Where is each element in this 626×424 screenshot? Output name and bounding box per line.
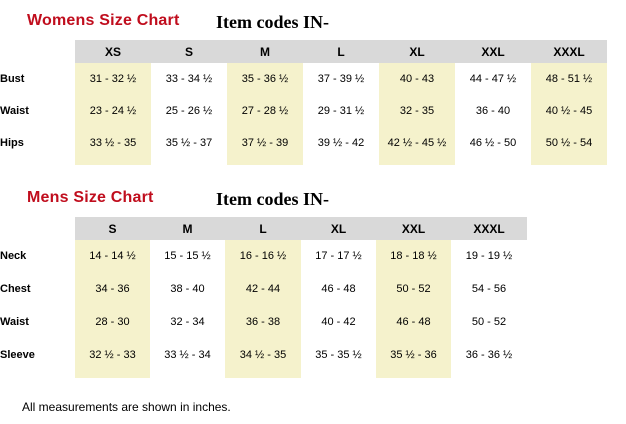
womens-waist-xs: 23 - 24 ½ [75,95,151,127]
womens-size-table [0,40,607,165]
mens-waist-m: 32 - 34 [170,316,205,328]
mens-neck-l: 16 - 16 ½ [225,240,301,273]
mens-chest-xxl: 50 - 52 [376,273,451,306]
mens-col-xl: XL [301,217,376,240]
mens-chest-m: 38 - 40 [170,283,205,295]
mens-sleeve-xxl: 35 ½ - 36 [376,339,451,372]
mens-chest-l: 42 - 44 [225,273,301,306]
mens-row-label-neck: Neck [0,250,27,262]
mens-col-xxl: XXL [376,217,451,240]
mens-neck-xxl: 18 - 18 ½ [376,240,451,273]
womens-col-l: L [303,40,379,63]
womens-hips-l: 39 ½ - 42 [317,136,365,149]
womens-col-xs: XS [75,40,151,63]
mens-col-s: S [75,217,150,240]
mens-waist-xxl: 46 - 48 [376,306,451,339]
womens-spacer-row [0,159,607,165]
mens-col-l: L [225,217,301,240]
womens-bust-xxxl: 48 - 51 ½ [531,63,607,95]
womens-bust-xl: 40 - 43 [379,63,455,95]
womens-hips-xxl: 46 ½ - 50 [469,136,517,149]
womens-header-row [0,40,607,63]
mens-waist-row [0,306,527,339]
mens-section [0,187,626,378]
mens-waist-xxxl: 50 - 52 [471,316,507,328]
womens-row-label-waist: Waist [0,104,29,117]
mens-waist-s: 28 - 30 [75,306,150,339]
womens-col-xxl: XXL [455,40,531,63]
womens-hips-s: 35 ½ - 37 [165,136,213,149]
womens-hips-xs: 33 ½ - 35 [75,127,151,159]
mens-neck-row [0,240,527,273]
womens-bust-l: 37 - 39 ½ [317,72,365,85]
mens-waist-l: 36 - 38 [225,306,301,339]
womens-waist-xl: 32 - 35 [379,95,455,127]
mens-col-m: M [150,217,225,240]
measurements-footnote: All measurements are shown in inches. [22,400,231,414]
mens-waist-xl: 40 - 42 [321,316,356,328]
mens-row-label-waist: Waist [0,316,29,328]
womens-col-m: M [227,40,303,63]
womens-waist-s: 25 - 26 ½ [165,104,213,117]
womens-bust-xs: 31 - 32 ½ [75,63,151,95]
mens-sleeve-xl: 35 - 35 ½ [315,349,362,361]
womens-chart-title: Womens Size Chart [27,12,180,29]
womens-bust-xxl: 44 - 47 ½ [469,72,517,85]
mens-item-codes: Item codes IN- [216,189,329,209]
mens-chest-xxxl: 54 - 56 [471,283,507,295]
mens-sleeve-m: 33 ½ - 34 [164,349,211,361]
mens-corner-cell [0,217,75,240]
mens-spacer-row [0,372,527,378]
womens-waist-xxxl: 40 ½ - 45 [531,95,607,127]
womens-col-s: S [151,40,227,63]
mens-row-label-sleeve: Sleeve [0,349,35,361]
mens-chest-row [0,273,527,306]
mens-size-table [0,217,527,378]
womens-corner-cell [0,40,75,63]
womens-row-label-bust: Bust [0,72,25,85]
mens-sleeve-s: 32 ½ - 33 [75,339,150,372]
mens-neck-s: 14 - 14 ½ [75,240,150,273]
womens-spacer-cell [0,159,75,165]
womens-section [0,10,626,165]
womens-waist-m: 27 - 28 ½ [227,95,303,127]
womens-hips-xl: 42 ½ - 45 ½ [379,127,455,159]
womens-waist-l: 29 - 31 ½ [317,104,365,117]
womens-hips-m: 37 ½ - 39 [227,127,303,159]
mens-neck-xxxl: 19 - 19 ½ [465,250,513,262]
womens-item-codes: Item codes IN- [216,12,329,32]
mens-row-label-chest: Chest [0,283,31,295]
mens-sleeve-l: 34 ½ - 35 [225,339,301,372]
womens-bust-m: 35 - 36 ½ [227,63,303,95]
womens-hips-row [0,127,607,159]
womens-hips-xxxl: 50 ½ - 54 [531,127,607,159]
mens-header-row [0,217,527,240]
mens-chest-xl: 46 - 48 [321,283,356,295]
mens-neck-m: 15 - 15 ½ [164,250,211,262]
mens-sleeve-xxxl: 36 - 36 ½ [465,349,513,361]
womens-bust-row [0,63,607,95]
womens-col-xxxl: XXXL [531,40,607,63]
womens-row-label-hips: Hips [0,136,24,149]
mens-spacer-cell [0,372,75,378]
mens-sleeve-row [0,339,527,372]
mens-chest-s: 34 - 36 [75,273,150,306]
mens-col-xxxl: XXXL [451,217,527,240]
mens-section-header [0,187,626,217]
womens-bust-s: 33 - 34 ½ [165,72,213,85]
womens-section-header [0,10,626,40]
womens-col-xl: XL [379,40,455,63]
mens-chart-title: Mens Size Chart [27,189,154,206]
womens-waist-xxl: 36 - 40 [475,104,511,117]
womens-waist-row [0,95,607,127]
mens-neck-xl: 17 - 17 ½ [315,250,362,262]
